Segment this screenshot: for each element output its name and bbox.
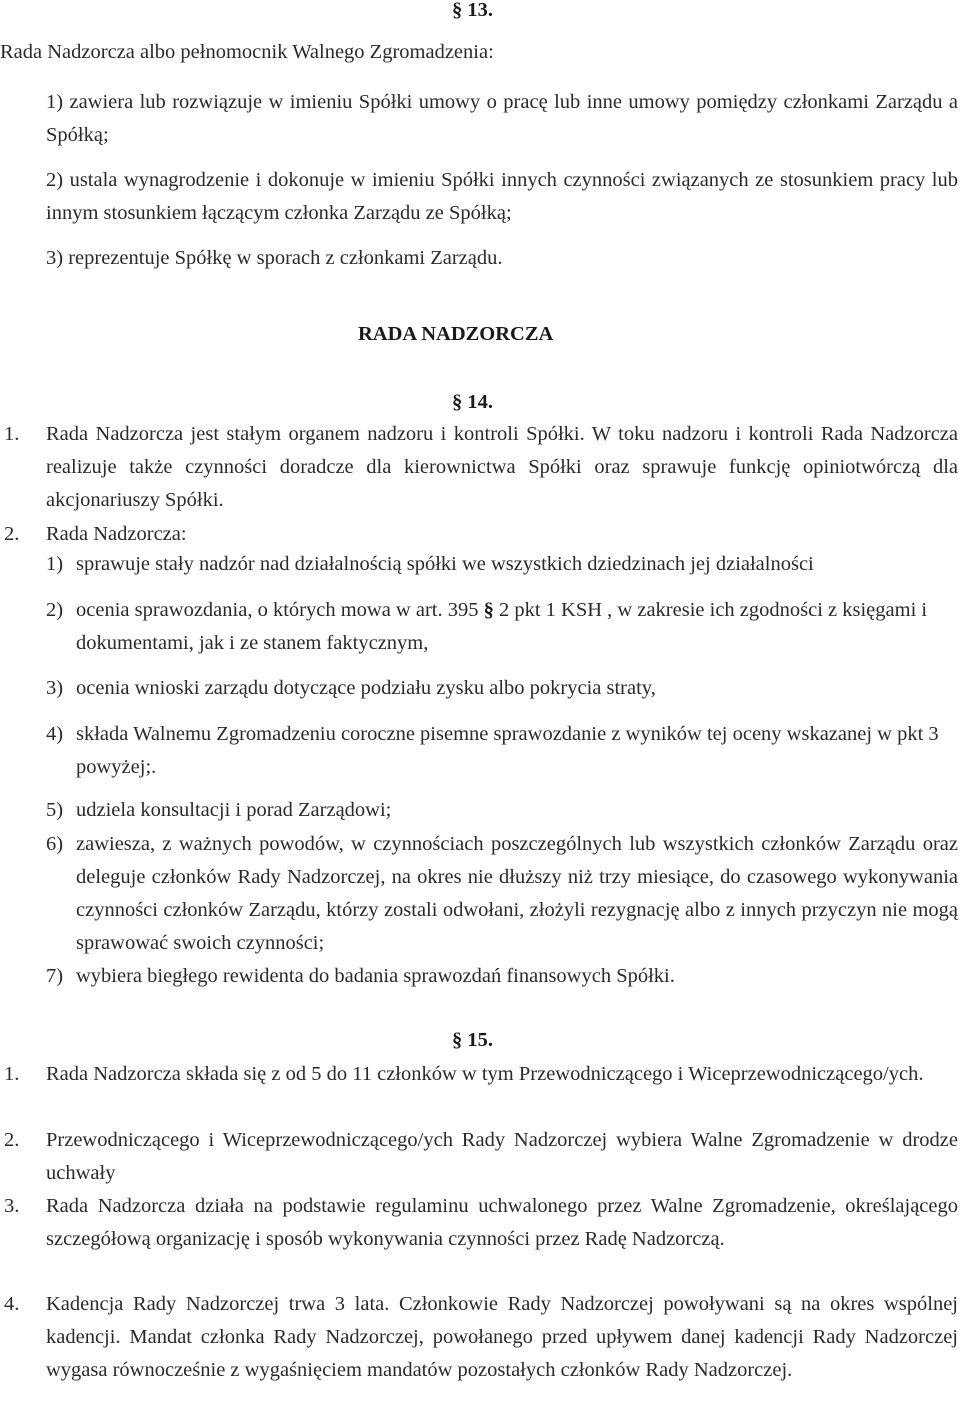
section-13-intro: Rada Nadzorcza albo pełnomocnik Walnego Zgromadzenia: [0, 41, 494, 63]
paragraph-text: Przewodniczącego i Wiceprzewodniczącego/ych Rady Nadzorczej wybiera Walne Zgromadzenie w drodze uchwały [46, 1129, 958, 1184]
section-15-paragraph-4 [4, 1288, 958, 1387]
section-15-paragraph-3 [4, 1190, 958, 1256]
chapter-heading: RADA NADZORCZA [358, 323, 554, 345]
paragraph-number: 4. [4, 1293, 20, 1315]
section-sign: § [452, 1029, 463, 1051]
paragraph-number: 3. [4, 1195, 20, 1217]
item-text [76, 594, 958, 660]
section-13-item-1: 1) zawiera lub rozwiązuje w imieniu Spółki umowy o pracę lub inne umowy pomiędzy członkami Zarządu a Spółką; [46, 91, 958, 146]
item-text-part: 2 pkt 1 KSH , w zakresie ich zgodności z księgami i dokumentami, jak i ze stanem faktycznym, [76, 599, 928, 654]
section-14-item-2 [46, 594, 958, 660]
paragraph-number: 2. [4, 1129, 20, 1151]
paragraph-text: Rada Nadzorcza jest stałym organem nadzoru i kontroli Spółki. W toku nadzoru i kontroli Rada Nadzorcza realizuje także czynności doradcze dla kierownictwa Spółki oraz sprawuje funkcję opiniotwórczą dla akcjonariuszy Spółki. [46, 423, 958, 511]
item-text: sprawuje stały nadzór nad działalnością spółki we wszystkich dziedzinach jej działalności [76, 553, 814, 575]
section-sign: § [452, 391, 463, 413]
section-14-item-4 [46, 718, 958, 784]
section-14-item-7 [46, 960, 958, 993]
section-13-heading [452, 0, 493, 27]
section-15-paragraph-1 [4, 1058, 958, 1091]
item-text: wybiera biegłego rewidenta do badania sprawozdań finansowych Spółki. [76, 965, 675, 987]
paragraph-number: 1. [4, 1063, 20, 1085]
paragraph-text: Kadencja Rady Nadzorczej trwa 3 lata. Członkowie Rady Nadzorczej powoływani są na okres wspólnej kadencji. Mandat członka Rady Nadzorczej, powołanego przed upływem danej kadencji Rady Nadzorczej wygasa równocześnie z wygaśnięciem mandatów pozostałych członków Rady Nadzorczej. [46, 1293, 958, 1381]
paragraph-text: Rada Nadzorcza działa na podstawie regulaminu uchwalonego przez Walne Zgromadzenie, określającego szczegółową organizację i sposób wykonywania czynności przez Radę Nadzorczą. [46, 1195, 958, 1250]
section-15-paragraph-2 [4, 1124, 958, 1190]
item-text: zawiesza, z ważnych powodów, w czynnościach poszczególnych lub wszystkich członków Zarządu oraz deleguje członków Rady Nadzorczej, na okres nie dłuższy niż trzy miesiące, do czasowego wykonywania czynności członków Zarządu, którzy zostali odwołani, złożyli rezygnację albo z innych przyczyn nie mogą sprawować swoich czynności; [76, 833, 958, 954]
item-number: 2) [46, 599, 64, 621]
item-text: ocenia wnioski zarządu dotyczące podziału zysku albo pokrycia straty, [76, 677, 656, 699]
section-15-heading [452, 1024, 493, 1057]
paragraph-text: Rada Nadzorcza składa się z od 5 do 11 członków w tym Przewodniczącego i Wiceprzewodniczącego/ych. [46, 1063, 924, 1085]
item-number: 4) [46, 723, 64, 745]
section-13-item-3: 3) reprezentuje Spółkę w sporach z członkami Zarządu. [46, 247, 503, 269]
section-14-item-3 [46, 672, 958, 705]
section-14-heading [452, 386, 493, 419]
item-number: 1) [46, 553, 64, 575]
item-text-part: ocenia sprawozdania, o których mowa w art. 395 [76, 599, 479, 621]
paragraph-number: 1. [4, 423, 20, 445]
section-number: 14. [467, 391, 493, 413]
item-number: 5) [46, 799, 64, 821]
item-text: udziela konsultacji i porad Zarządowi; [76, 799, 392, 821]
item-text: składa Walnemu Zgromadzeniu coroczne pisemne sprawozdanie z wyników tej oceny wskazanej w pkt 3 powyżej;. [76, 723, 939, 778]
item-number: 6) [46, 833, 64, 855]
section-14-paragraph-1 [4, 418, 958, 517]
section-14-paragraph-2 [4, 518, 958, 551]
section-sign: § [483, 599, 494, 621]
section-14-item-6 [46, 828, 958, 960]
section-number: 15. [467, 1029, 493, 1051]
section-sign: § [452, 0, 463, 21]
section-14-item-1 [46, 548, 958, 581]
item-number: 7) [46, 965, 64, 987]
paragraph-number: 2. [4, 523, 20, 545]
section-number: 13. [467, 0, 493, 21]
item-number: 3) [46, 677, 64, 699]
section-13-item-2: 2) ustala wynagrodzenie i dokonuje w imieniu Spółki innych czynności związanych ze stosunkiem pracy lub innym stosunkiem łączącym członka Zarządu ze Spółką; [46, 169, 958, 224]
section-14-item-5 [46, 794, 958, 827]
paragraph-text: Rada Nadzorcza: [46, 523, 187, 545]
